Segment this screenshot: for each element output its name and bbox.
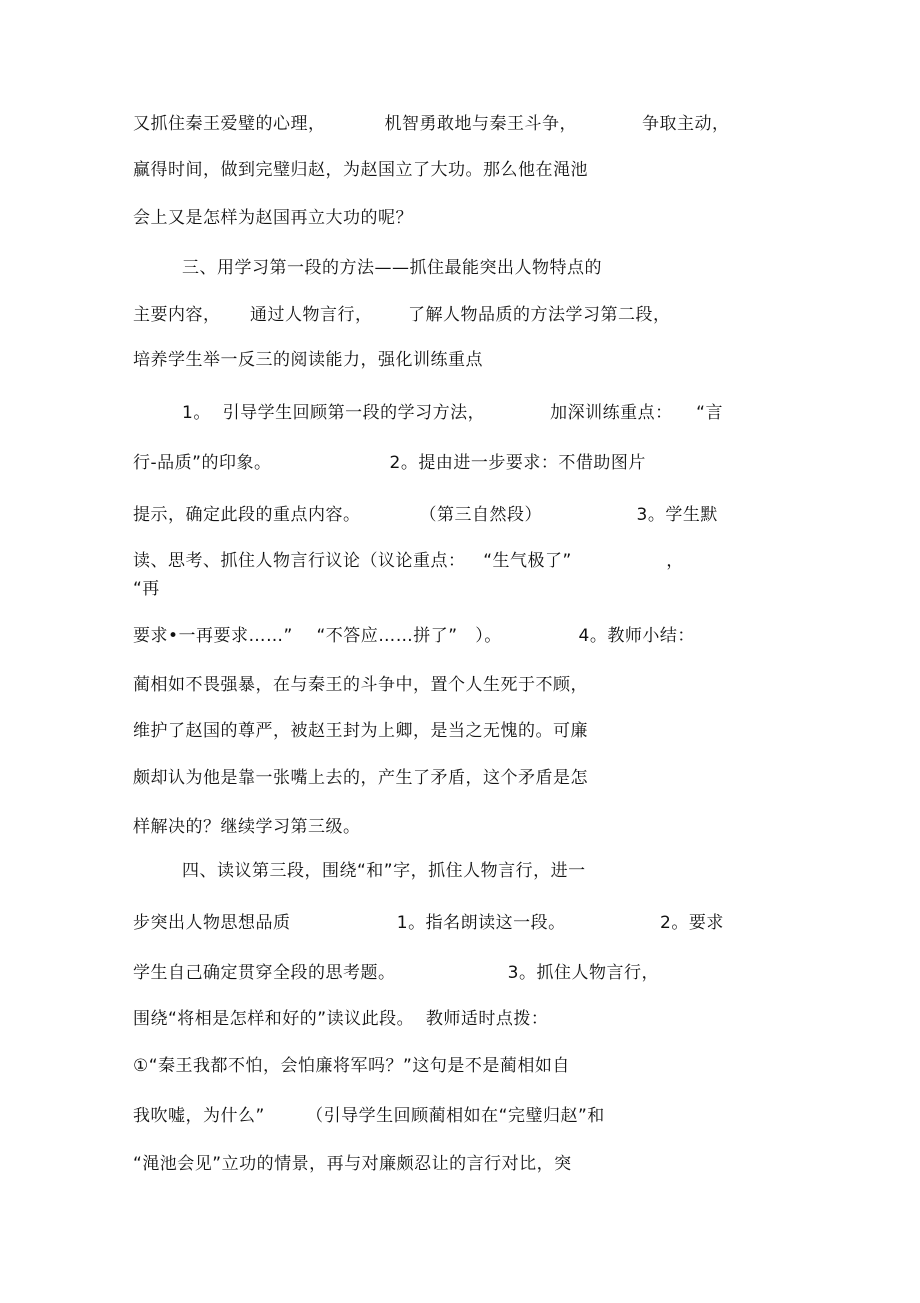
text-line: 学生自己确定贯穿全段的思考题。 3。抓住人物言行，: [133, 963, 659, 983]
text-line: 又抓住秦王爱璧的心理， 机智勇敢地与秦王斗争， 争取主动，: [133, 114, 730, 134]
text-line: 维护了赵国的尊严，被赵王封为上卿，是当之无愧的。可廉: [133, 721, 588, 741]
text-line: “渑池会见”立功的情景，再与对廉颇忍让的言行对比，突: [133, 1154, 572, 1174]
text-line: 提示，确定此段的重点内容。 （第三自然段） 3。学生默: [133, 505, 718, 525]
text-line: 赢得时间，做到完璧归赵，为赵国立了大功。那么他在渑池: [133, 160, 588, 180]
text-line: 我吹嘘，为什么” （引导学生回顾蔺相如在“完璧归赵”和: [133, 1106, 605, 1126]
text-line: 主要内容， 通过人物言行， 了解人物品质的方法学习第二段，: [133, 305, 671, 325]
text-line: 读、思考、抓住人物言行议论（议论重点： “生气极了” ， “再: [133, 551, 684, 599]
text-line: 围绕“将相是怎样和好的”读议此段。 教师适时点拨：: [133, 1009, 549, 1029]
text-line: 1。 引导学生回顾第一段的学习方法， 加深训练重点： “言: [182, 403, 723, 423]
text-line: 要求•一再要求……” “不答应……拼了” ）。 4。教师小结：: [133, 626, 695, 646]
section-heading: 四、读议第三段，围绕“和”字，抓住人物言行，进一: [182, 861, 586, 881]
section-heading: 三、用学习第一段的方法——抓住最能突出人物特点的: [182, 258, 602, 278]
text-line: 会上又是怎样为赵国再立大功的呢？: [133, 208, 413, 228]
text-line: 样解决的？继续学习第三级。: [133, 817, 361, 837]
text-line: 行-品质”的印象。 2。提由进一步要求：不借助图片: [133, 453, 646, 473]
text-line: 蔺相如不畏强暴，在与秦王的斗争中，置个人生死于不顾，: [133, 675, 588, 695]
text-line: ①“秦王我都不怕，会怕廉将军吗？”这句是不是蔺相如自: [133, 1056, 570, 1076]
text-line: 培养学生举一反三的阅读能力，强化训练重点: [133, 350, 483, 370]
text-line: 颇却认为他是靠一张嘴上去的，产生了矛盾，这个矛盾是怎: [133, 768, 588, 788]
text-line: 步突出人物思想品质 1。指名朗读这一段。 2。要求: [133, 913, 724, 933]
